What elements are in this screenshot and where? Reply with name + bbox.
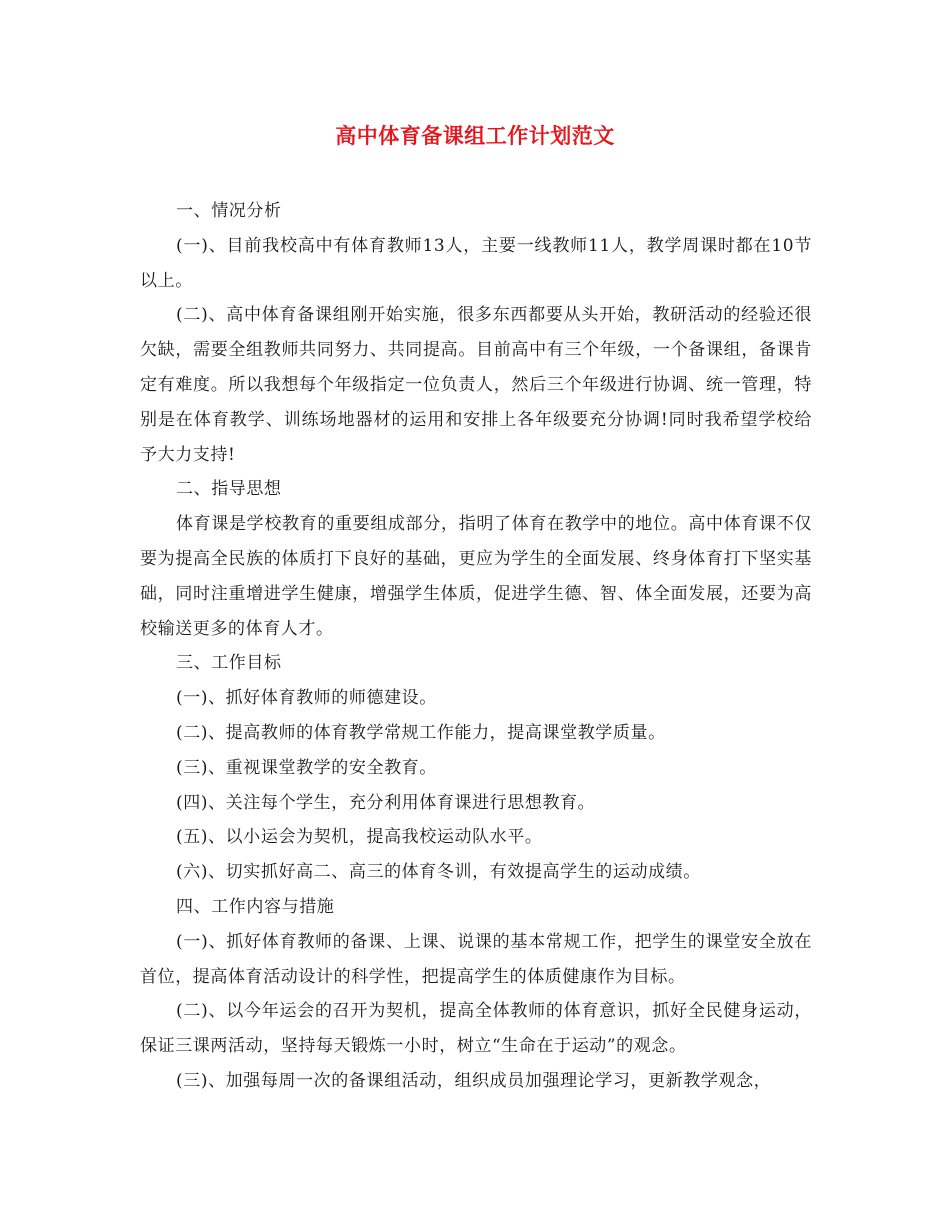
list-item: (三)、重视课堂教学的安全教育。 <box>176 757 437 778</box>
document-title: 高中体育备课组工作计划范文 <box>335 123 615 148</box>
section-heading-4: 四、工作内容与措施 <box>176 896 335 917</box>
list-item: (二)、提高教师的体育教学常规工作能力，提高课堂教学质量。 <box>176 722 666 743</box>
paragraph: (二)、高中体育备课组刚开始实施，很多东西都要从头开始，教研活动的经验还很欠缺，需要全组教师共同努力、共同提高。目前高中有三个年级，一个备课组，备课肯定有难度。所以我想每个年级指定一位负责人，然后三个年级进行协调、统一管理，特别是在体育教学、训练场地器材的运用和安排上各年级要充分协调!同时我希望学校给予大力支持! <box>140 305 812 465</box>
list-item: (一)、抓好体育教师的师德建设。 <box>176 688 437 709</box>
paragraph: (一)、目前我校高中有体育教师13人，主要一线教师11人，教学周课时都在10节以上。 <box>140 235 812 291</box>
paragraph: (二)、以今年运会的召开为契机，提高全体教师的体育意识，抓好全民健身运动，保证三课两活动，坚持每天锻炼一小时，树立“生命在于运动”的观念。 <box>140 1001 812 1057</box>
section-heading-1: 一、情况分析 <box>176 201 282 221</box>
list-item: (五)、以小运会为契机，提高我校运动队水平。 <box>176 827 543 848</box>
list-item: (六)、切实抓好高二、高三的体育冬训，有效提高学生的运动成绩。 <box>176 862 701 883</box>
paragraph: (一)、抓好体育教师的备课、上课、说课的基本常规工作，把学生的课堂安全放在首位，提高体育活动设计的科学性，把提高学生的体质健康作为目标。 <box>140 931 812 987</box>
list-item: (四)、关注每个学生，充分利用体育课进行思想教育。 <box>176 792 596 813</box>
paragraph: (三)、加强每周一次的备课组活动，组织成员加强理论学习，更新教学观念， <box>176 1070 772 1091</box>
paragraph: 体育课是学校教育的重要组成部分，指明了体育在教学中的地位。高中体育课不仅要为提高全民族的体质打下良好的基础，更应为学生的全面发展、终身体育打下坚实基础，同时注重增进学生健康，增强学生体质，促进学生德、智、体全面发展，还要为高校输送更多的体育人才。 <box>140 514 812 639</box>
section-heading-2: 二、指导思想 <box>176 479 282 500</box>
document-body <box>140 194 812 1099</box>
section-heading-3: 三、工作目标 <box>176 653 282 674</box>
